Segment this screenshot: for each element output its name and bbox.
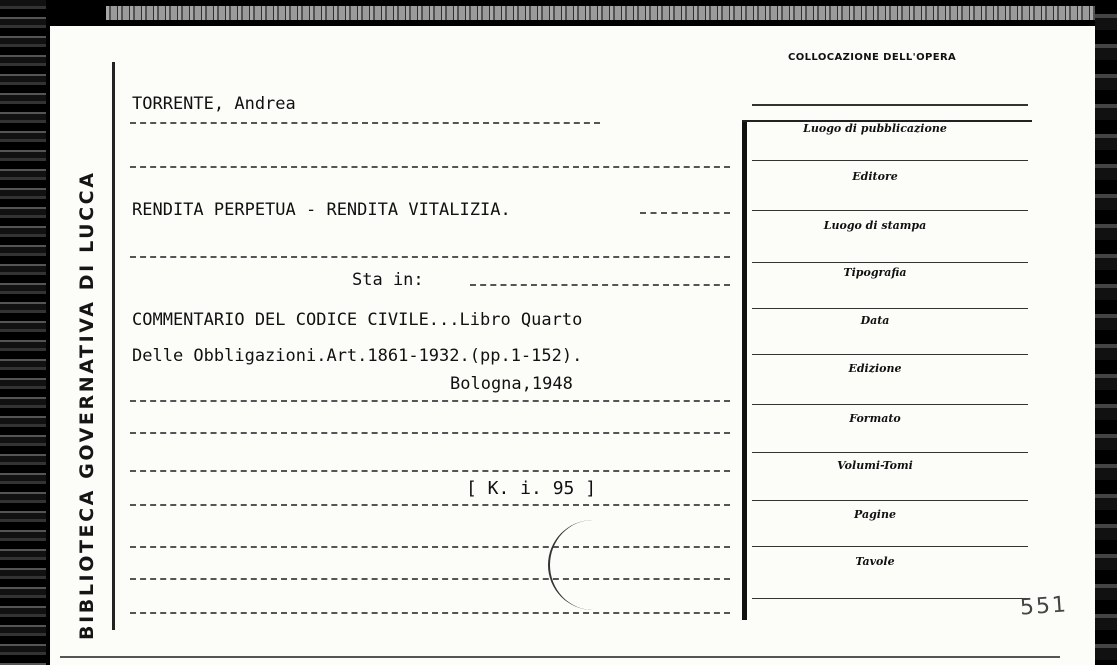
source-line-3: Bologna,1948 [450,374,573,394]
stamp-number: 551 [1019,592,1069,621]
source-line-1: COMMENTARIO DEL CODICE CIVILE...Libro Quarto [132,310,583,330]
shelfmark: [ K. i. 95 ] [466,478,597,499]
bottom-rule [60,656,1060,658]
scan-edge-top [46,0,1117,26]
field-pagine: Pagine [854,508,896,521]
field-luogo-stampa: Luogo di stampa [823,219,927,232]
field-formato: Formato [849,412,901,425]
field-tavole: Tavole [855,555,895,568]
field-edizione: Edizione [848,362,902,375]
margin-rule [112,62,115,630]
field-tipografia: Tipografia [843,266,907,279]
source-line-2: Delle Obbligazioni.Art.1861-1932.(pp.1-152). [132,346,583,366]
scan-edge-left [0,0,46,665]
in-label: Sta in: [352,270,424,290]
institution-title: BIBLIOTECA GOVERNATIVA DI LUCCA [76,170,98,640]
field-volumi-tomi: Volumi-Tomi [837,459,913,472]
field-editore: Editore [852,170,898,183]
scan-edge-right [1095,0,1117,665]
panel-border [742,122,747,620]
field-data: Data [860,314,890,327]
field-luogo-pubblicazione: Luogo di pubblicazione [803,122,947,135]
collocation-header: COLLOCAZIONE DELL'OPERA [788,52,957,63]
author-line: TORRENTE, Andrea [132,94,296,114]
title-line: RENDITA PERPETUA - RENDITA VITALIZIA. [132,200,511,220]
